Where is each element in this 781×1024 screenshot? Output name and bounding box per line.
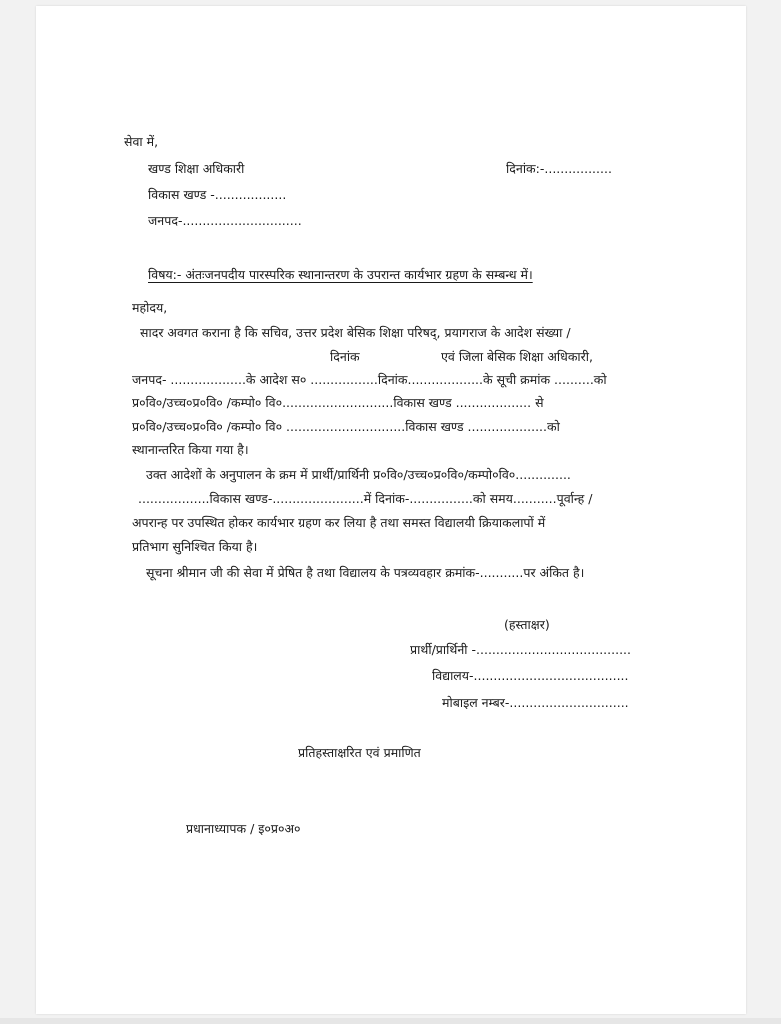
body-line-11: सूचना श्रीमान जी की सेवा में प्रेषित है तथा विद्यालय के पत्रव्यवहार क्रमांक-...........पर अंकित है। xyxy=(146,565,585,580)
greeting: महोदय, xyxy=(132,300,168,315)
body-line-4: प्र०वि०/उच्च०प्र०वि० /कम्पो० वि०............................विकास खण्ड ................... से xyxy=(132,395,544,410)
date-line: दिनांक:-................. xyxy=(506,161,612,176)
countersign-label: प्रतिहस्ताक्षरित एवं प्रमाणित xyxy=(298,745,421,760)
body-line-1: सादर अवगत कराना है कि सचिव, उत्तर प्रदेश बेसिक शिक्षा परिषद्, प्रयागराज के आदेश संख्या / xyxy=(140,325,571,340)
body-line-3: जनपद- ...................के आदेश स० .................दिनांक...................के सूची क्रमांक ..........को xyxy=(132,372,607,387)
bottom-strip xyxy=(0,1018,781,1024)
block-line: विकास खण्ड -.................. xyxy=(148,187,287,202)
applicant-line: प्रार्थी/प्रार्थिनी -....................................... xyxy=(410,642,631,657)
document-page xyxy=(36,6,746,1014)
school-line: विद्यालय-....................................... xyxy=(432,668,629,683)
district-line: जनपद-.............................. xyxy=(148,213,302,228)
body-line-9: अपरान्ह पर उपस्थित होकर कार्यभार ग्रहण कर लिया है तथा समस्त विद्यालयी क्रियाकलापों में xyxy=(132,515,546,530)
signature-label: (हस्ताक्षर) xyxy=(504,617,550,632)
body-line-7: उक्त आदेशों के अनुपालन के क्रम में प्रार्थी/प्रार्थिनी प्र०वि०/उच्च०प्र०वि०/कम्पो०वि०.............. xyxy=(146,467,571,482)
body-line-5: प्र०वि०/उच्च०प्र०वि० /कम्पो० वि० ..............................विकास खण्ड ....................को xyxy=(132,419,560,434)
body-line-6: स्थानान्तरित किया गया है। xyxy=(132,442,249,457)
body-line-2a: दिनांक xyxy=(330,349,360,364)
headmaster-label: प्रधानाध्यापक / इ०प्र०अ० xyxy=(186,821,301,836)
body-line-10: प्रतिभाग सुनिश्चित किया है। xyxy=(132,539,258,554)
subject-line: विषय:- अंतःजनपदीय पारस्परिक स्थानान्तरण के उपरान्त कार्यभार ग्रहण के सम्बन्ध में। xyxy=(148,267,533,282)
mobile-line: मोबाइल नम्बर-.............................. xyxy=(442,695,629,710)
recipient-title: खण्ड शिक्षा अधिकारी xyxy=(148,161,245,176)
salutation-to: सेवा में, xyxy=(124,134,159,149)
body-line-2b: एवं जिला बेसिक शिक्षा अधिकारी, xyxy=(441,349,593,364)
body-line-8: ..................विकास खण्ड-.......................में दिनांक-................को समय...........पूर्वान्ह / xyxy=(138,491,593,506)
